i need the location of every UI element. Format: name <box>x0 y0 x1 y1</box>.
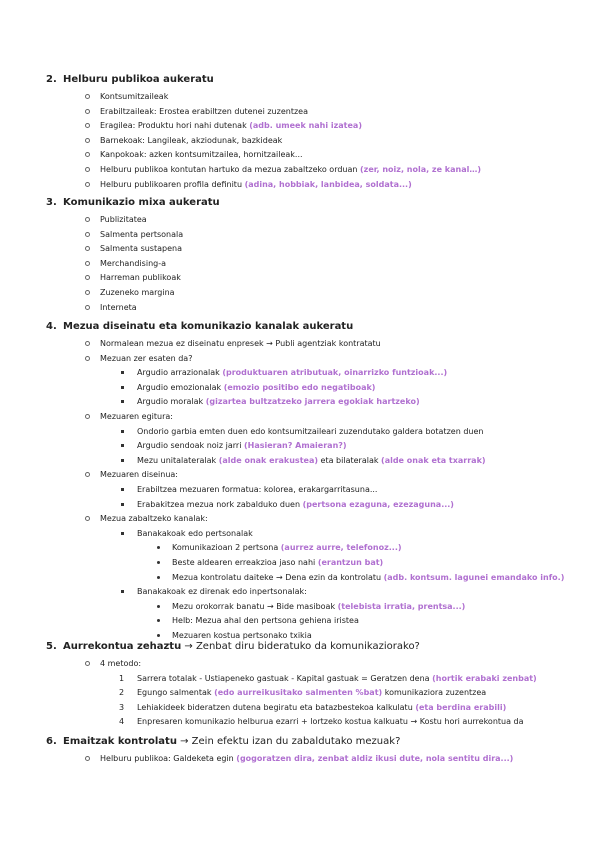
list-number: 1 <box>119 673 125 683</box>
list-item-text: Interneta <box>100 302 137 312</box>
bullet-icon <box>121 371 124 374</box>
list-item-content <box>137 456 486 466</box>
list-item-text: Banakakoak edo pertsonalak <box>137 528 253 538</box>
bullet-icon <box>85 305 90 310</box>
highlight-note: (zer, noiz, nola, ze kanal…) <box>360 165 481 174</box>
list-item-text: Harreman publikoak <box>100 273 181 283</box>
highlight-note: (edo aurreikusitako salmenten %bat) <box>214 688 383 698</box>
highlight-note: (gogoratzen dira, zenbat aldiz ikusi dute, nola sentitu dira...) <box>236 754 514 763</box>
list-item-text: Argudio moralak <box>137 397 204 407</box>
list-item-text: Kanpokoak: azken kontsumitzailea, hornitzaileak... <box>100 150 303 160</box>
section-number: 5. <box>46 641 57 652</box>
bullet-icon <box>121 503 124 506</box>
list-item-text: Eragilea: Produktu hori nahi dutenak <box>100 121 247 131</box>
list-item-content <box>137 688 486 698</box>
bullet-icon <box>157 634 160 637</box>
bullet-icon <box>85 516 90 521</box>
section-number: 6. <box>46 736 57 747</box>
list-item-content <box>100 136 282 146</box>
list-item-text: Helburu publikoaren profila definitu <box>100 179 243 189</box>
bullet-icon <box>85 275 90 280</box>
list-item-content <box>137 587 307 597</box>
list-item-content <box>100 470 178 480</box>
list-item-text: Salmenta pertsonala <box>100 229 184 239</box>
list-item-content <box>100 659 141 669</box>
list-item-text: Mezu orokorrak banatu → Bide masiboak <box>172 601 336 611</box>
list-number: 3 <box>119 702 125 712</box>
list-item-text: Helburu publikoa: Galdeketa egin <box>100 754 234 763</box>
list-item-content <box>137 383 375 393</box>
list-item-content <box>172 631 312 641</box>
highlight-note: (eta berdina erabili) <box>415 702 507 712</box>
list-item-text: Mezuaren egitura: <box>100 412 173 421</box>
section-title-rest: → Zenbat diru bideratuko da komunikaziorako? <box>184 641 420 652</box>
bullet-icon <box>85 756 90 761</box>
section-title: Mezua diseinatu eta komunikazio kanalak aukeratu <box>63 321 354 332</box>
list-item-content <box>137 500 454 510</box>
bullet-icon <box>85 167 90 172</box>
list-item-content <box>172 616 359 626</box>
list-item-content <box>137 427 483 437</box>
section-title-line <box>63 736 400 748</box>
list-item-text: Ondorio garbia emten duen edo kontsumitzaileari zuzendutako galdera botatzen duen <box>137 426 484 436</box>
list-item-text: Argudio sendoak noiz jarri <box>137 441 242 451</box>
list-item-content <box>100 339 381 349</box>
list-item-text: Banakakoak ez direnak edo inpertsonalak: <box>137 587 307 597</box>
highlight-note: (Hasieran? Amaieran?) <box>243 441 347 451</box>
list-item-text: 4 metodo: <box>100 659 142 668</box>
section-title: Emaitzak kontrolatu <box>63 736 177 747</box>
list-item-content <box>100 273 181 283</box>
bullet-icon <box>121 444 124 447</box>
list-item-text: Erabiltzea mezuaren formatua: kolorea, erakargarritasuna... <box>137 485 378 494</box>
list-item-text: Mezuaren diseinua: <box>100 470 178 480</box>
list-item-content <box>100 259 166 269</box>
list-item-content <box>100 288 175 298</box>
section-title-line <box>63 641 420 653</box>
list-item-content <box>100 165 481 175</box>
bullet-icon <box>85 261 90 266</box>
highlight-note: (hortik erabaki zenbat) <box>432 673 537 683</box>
bullet-icon <box>121 386 124 389</box>
list-item-content <box>137 529 253 539</box>
bullet-icon <box>85 94 90 99</box>
section-title-line <box>63 321 353 333</box>
list-item-content <box>172 602 465 612</box>
bullet-icon <box>85 138 90 143</box>
bullet-icon <box>85 182 90 187</box>
section-number: 4. <box>46 321 57 332</box>
list-item-text: komunikaziora zuzentzea <box>384 688 487 698</box>
highlight-note: (emozio positibo edo negatiboak) <box>223 382 376 392</box>
highlight-note: (telebista irratia, prentsa...) <box>337 601 466 611</box>
section-number: 2. <box>46 74 57 85</box>
list-item-text: Salmenta sustapena <box>100 244 182 254</box>
list-item-text: eta bilateralak <box>320 455 379 465</box>
section-title: Aurrekontua zehaztu <box>63 641 182 652</box>
list-item-text: Erabakitzea mezua nork zabalduko duen <box>137 499 301 509</box>
bullet-icon <box>85 472 90 477</box>
list-item-text: Argudio emozionalak <box>137 382 222 392</box>
bullet-icon <box>121 590 124 593</box>
bullet-icon <box>85 123 90 128</box>
list-item-content <box>100 150 303 160</box>
bullet-icon <box>121 459 124 462</box>
list-item-text: Kontsumitzaileak <box>100 92 169 101</box>
section-title-line <box>63 197 220 209</box>
list-item-text: Mezu unitalateralak <box>137 455 217 465</box>
bullet-icon <box>157 561 160 564</box>
bullet-icon <box>85 217 90 222</box>
list-item-content <box>100 215 147 225</box>
bullet-icon <box>121 400 124 403</box>
list-item-text: Mezua kontrolatu daiteke → Dena ezin da kontrolatu <box>172 572 382 582</box>
list-item-content <box>137 368 447 378</box>
list-item-content <box>100 303 137 313</box>
highlight-note: (adb. kontsum. lagunei emandako info.) <box>383 572 565 582</box>
list-item-text: Lehiakideek bideratzen dutena begiratu eta batazbestekoa kalkulatu <box>137 702 413 712</box>
bullet-icon <box>85 341 90 346</box>
list-item-text: Sarrera totalak - Ustiapeneko gastuak - Kapital gastuak = Geratzen dena <box>137 673 430 683</box>
bullet-icon <box>157 546 160 549</box>
bullet-icon <box>157 619 160 622</box>
section-title: Komunikazio mixa aukeratu <box>63 197 220 208</box>
highlight-note: (alde onak eta txarrak) <box>381 455 486 465</box>
list-number: 4 <box>119 717 125 727</box>
list-item-text: Helb: Mezua ahal den pertsona gehiena iristea <box>172 616 359 626</box>
list-item-text: Erabiltzaileak: Erostea erabiltzen dutenei zuzentzea <box>100 106 308 116</box>
bullet-icon <box>121 430 124 433</box>
list-item-text: Normalean mezua ez diseinatu enpresek → Publi agentziak kontratatu <box>100 339 381 348</box>
bullet-icon <box>121 532 124 535</box>
highlight-note: (adina, hobbiak, lanbidea, soldata...) <box>244 179 412 189</box>
highlight-note: (aurrez aurre, telefonoz...) <box>280 543 402 553</box>
bullet-icon <box>121 488 124 491</box>
list-item-content <box>172 543 402 553</box>
list-item-text: Publizitatea <box>100 215 147 224</box>
list-item-content <box>137 703 506 713</box>
list-item-content <box>172 573 564 583</box>
list-item-content <box>137 441 347 451</box>
list-item-text: Beste aldearen erreakzioa jaso nahi <box>172 558 316 567</box>
highlight-note: (gizartea bultzatzeko jarrera egokiak hartzeko) <box>205 397 420 407</box>
list-item-text: Egungo salmentak <box>137 688 212 698</box>
highlight-note: (erantzun bat) <box>317 558 384 567</box>
bullet-icon <box>85 290 90 295</box>
list-item-text: Zuzeneko margina <box>100 288 175 297</box>
list-item-content <box>137 717 524 727</box>
section-title-line <box>63 74 214 86</box>
list-item-content <box>100 412 173 422</box>
list-item-text: Mezuaren kostua pertsonako txikia <box>172 631 312 640</box>
list-item-content <box>100 92 168 102</box>
list-item-text: Enpresaren komunikazio helburua ezarri + lortzeko kostua kalkuatu → Kostu hori aurrekontua da <box>137 717 524 727</box>
highlight-note: (alde onak erakustea) <box>218 455 318 465</box>
list-item-content <box>100 230 183 240</box>
bullet-icon <box>85 152 90 157</box>
highlight-note: (pertsona ezaguna, ezezaguna...) <box>302 499 454 509</box>
list-item-text: Merchandising-a <box>100 258 167 268</box>
bullet-icon <box>157 605 160 608</box>
bullet-icon <box>85 246 90 251</box>
list-item-content <box>137 485 377 495</box>
list-item-text: Argudio arrazionalak <box>137 368 220 378</box>
list-item-text: Barnekoak: Langileak, akziodunak, bazkideak <box>100 135 283 145</box>
list-item-content <box>100 754 513 764</box>
bullet-icon <box>85 661 90 666</box>
list-item-content <box>100 244 182 254</box>
bullet-icon <box>157 576 160 579</box>
list-item-content <box>100 514 208 524</box>
list-item-content <box>100 354 192 364</box>
highlight-note: (adb. umeek nahi izatea) <box>249 121 362 131</box>
bullet-icon <box>85 414 90 419</box>
bullet-icon <box>85 356 90 361</box>
list-number: 2 <box>119 688 125 698</box>
list-item-text: Mezua zabaltzeko kanalak: <box>100 514 208 524</box>
list-item-content <box>100 107 308 117</box>
list-item-content <box>137 397 420 407</box>
highlight-note: (produktuaren atributuak, oinarrizko funtzioak...) <box>222 368 448 378</box>
list-item-text: Mezuan zer esaten da? <box>100 353 193 363</box>
list-item-content <box>137 674 537 684</box>
section-number: 3. <box>46 197 57 208</box>
list-item-content <box>100 121 362 131</box>
section-title: Helburu publikoa aukeratu <box>63 74 214 85</box>
list-item-content <box>100 180 412 190</box>
list-item-text: Komunikazioan 2 pertsona <box>172 543 279 553</box>
list-item-text: Helburu publikoa kontutan hartuko da mezua zabaltzeko orduan <box>100 165 358 174</box>
section-title-rest: → Zein efektu izan du zabaldutako mezuak? <box>180 736 401 747</box>
bullet-icon <box>85 109 90 114</box>
bullet-icon <box>85 232 90 237</box>
list-item-content <box>172 558 383 568</box>
